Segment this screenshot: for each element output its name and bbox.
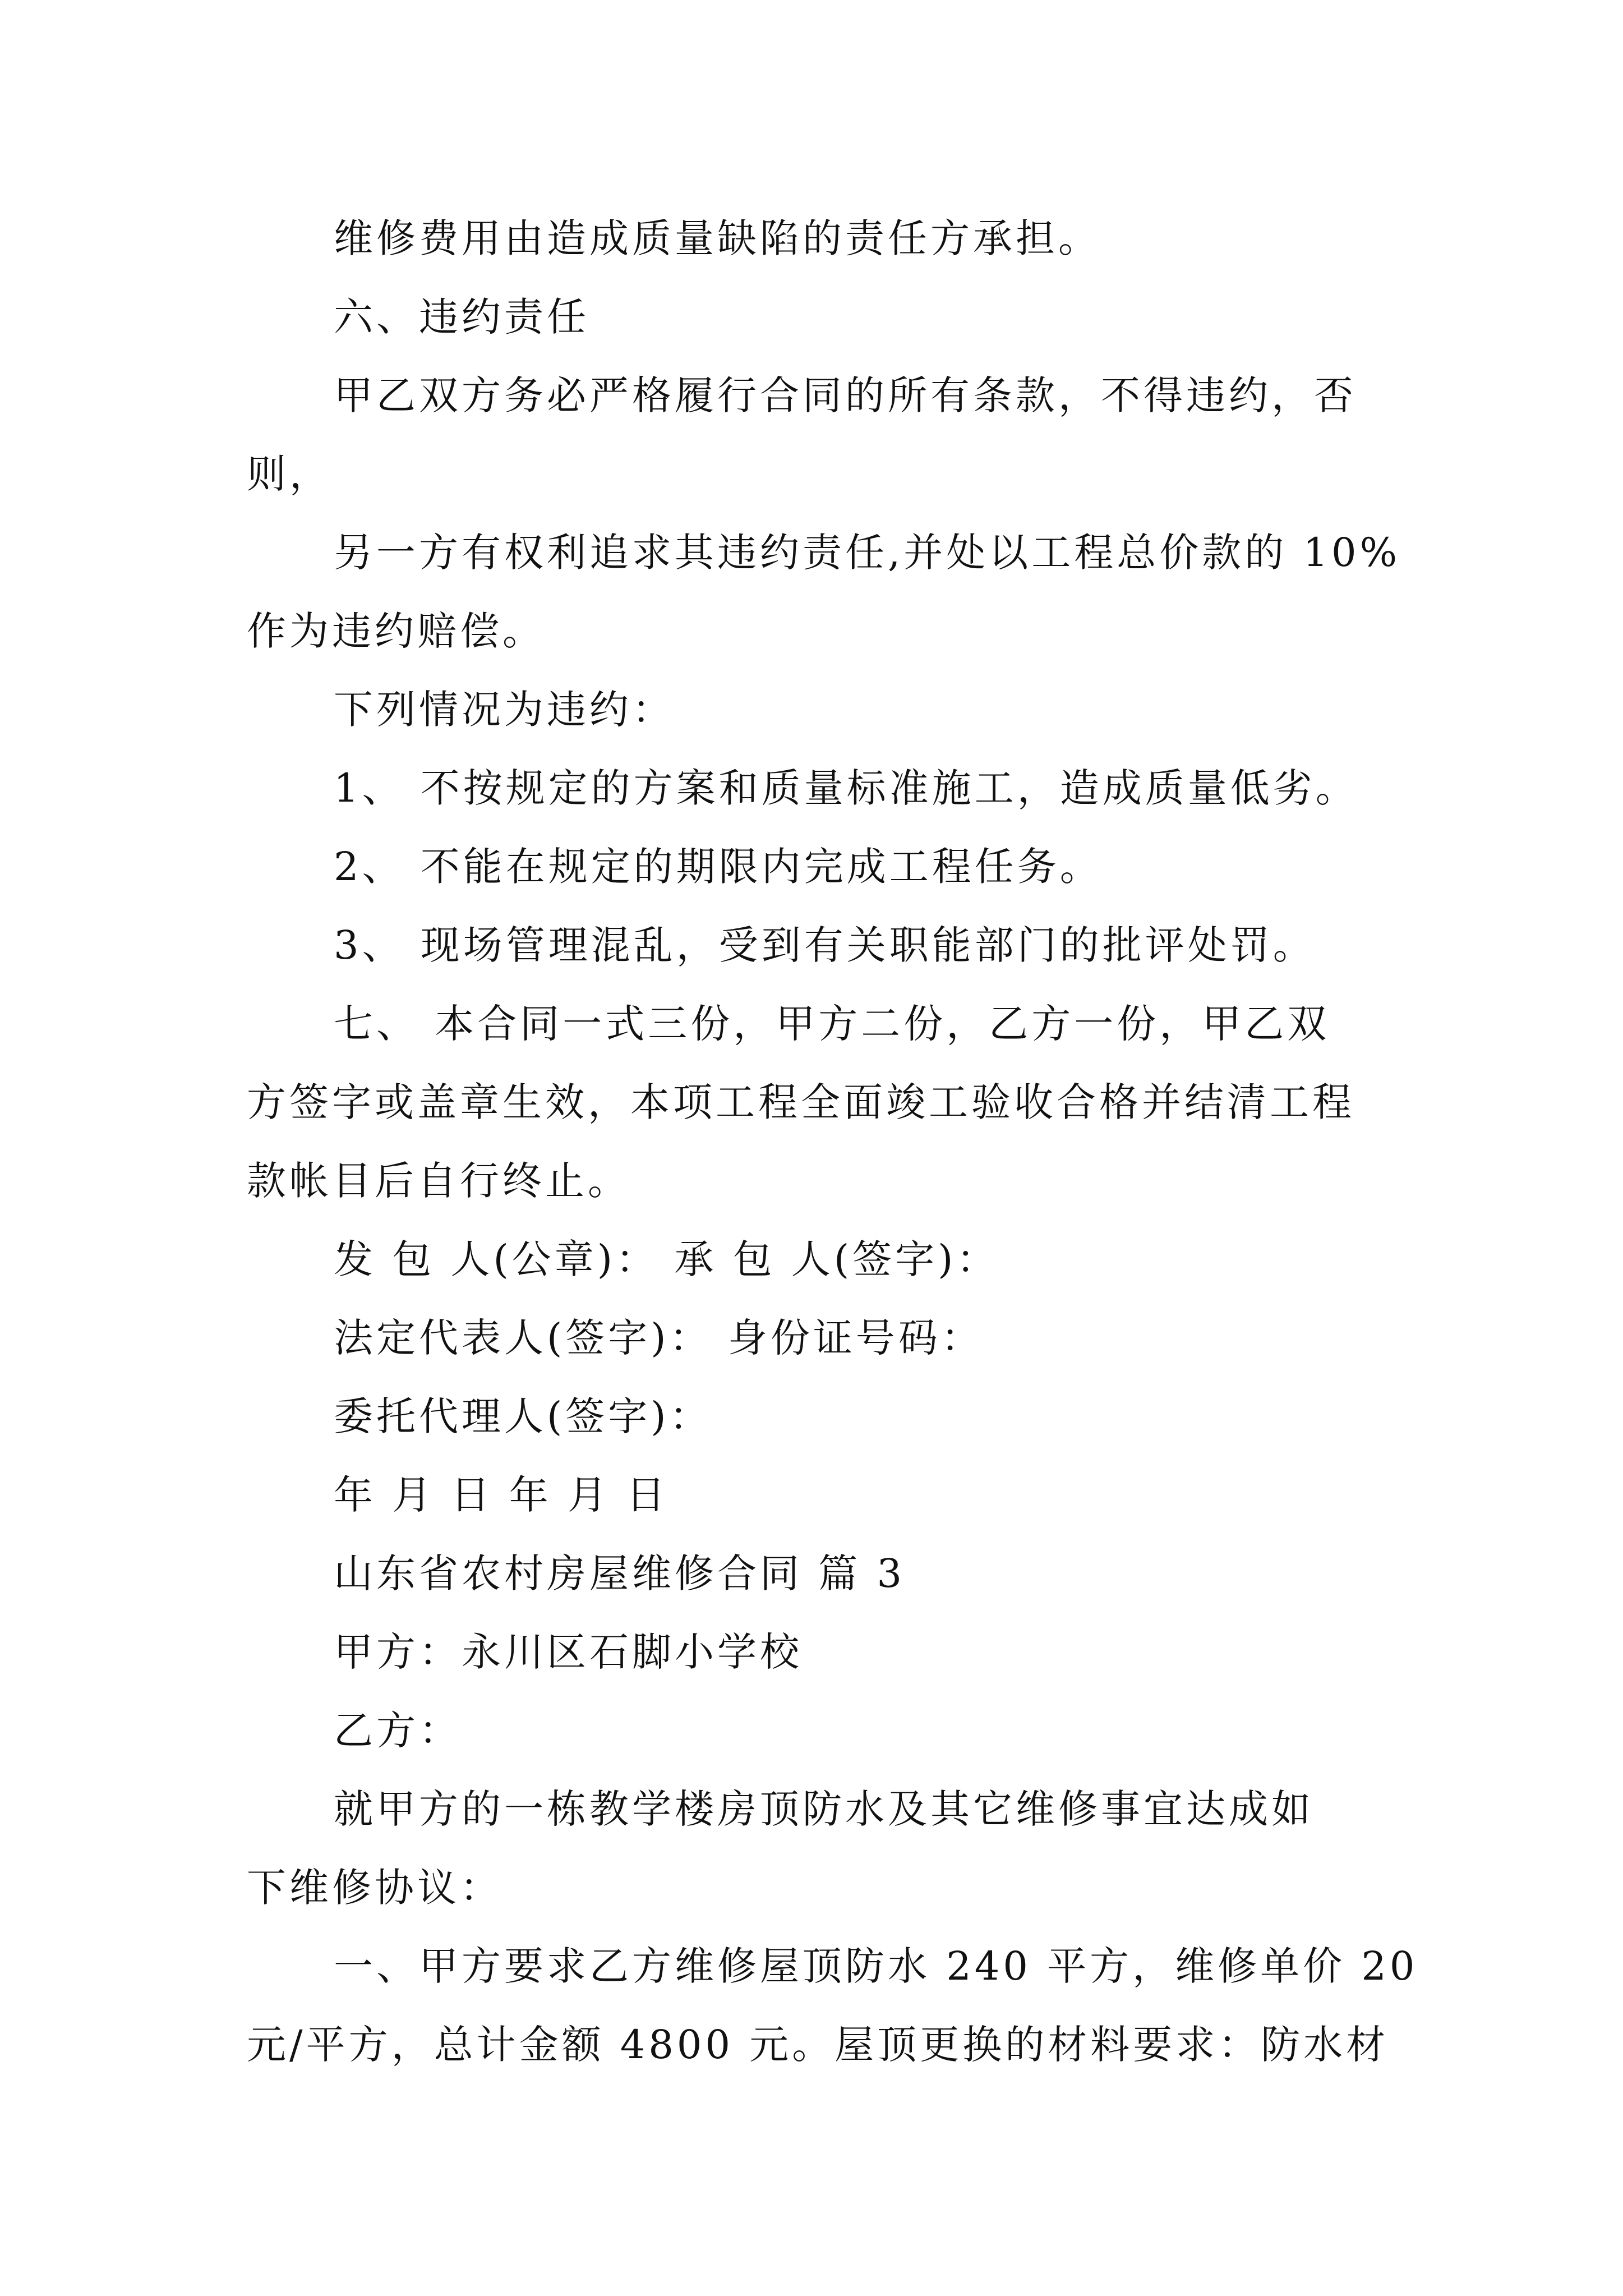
signature-line: 委托代理人(签字)： [334, 1393, 712, 1439]
date-line: 年 月 日 年 月 日 [334, 1472, 669, 1518]
signature-line: 法定代表人(签字)： 身份证号码： [334, 1315, 984, 1361]
text-line: 元/平方，总计金额 4800 元。屋顶更换的材料要求：防水材 [247, 2022, 1389, 2068]
party-a-line: 甲方：永川区石脚小学校 [334, 1629, 803, 1675]
text-line: 方签字或盖章生效，本项工程全面竣工验收合格并结清工程 [247, 1079, 1355, 1125]
text-line: 甲乙双方务必严格履行合同的所有条款，不得违约，否 [334, 372, 1357, 418]
section-heading: 七、 本合同一式三份，甲方二份，乙方一份，甲乙双 [334, 1001, 1330, 1047]
text-line: 则， [247, 451, 332, 497]
text-line: 下列情况为违约： [334, 687, 675, 733]
list-item: 3、 现场管理混乱，受到有关职能部门的批评处罚。 [334, 922, 1316, 968]
text-line: 一、甲方要求乙方维修屋顶防水 240 平方，维修单价 20 [334, 1943, 1418, 1989]
text-line: 另一方有权利追求其违约责任,并处以工程总价款的 10% [334, 530, 1401, 576]
text-line: 就甲方的一栋教学楼房顶防水及其它维修事宜达成如 [334, 1786, 1314, 1832]
text-line: 维修费用由造成质量缺陷的责任方承担。 [334, 215, 1101, 261]
document-title: 山东省农村房屋维修合同 篇 3 [334, 1550, 906, 1596]
signature-line: 发 包 人(公章)： 承 包 人(签字)： [334, 1236, 999, 1282]
party-b-line: 乙方： [334, 1708, 462, 1754]
list-item: 1、 不按规定的方案和质量标准施工，造成质量低劣。 [334, 765, 1358, 811]
list-item: 2、 不能在规定的期限内完成工程任务。 [334, 844, 1103, 890]
text-line: 下维修协议： [247, 1865, 502, 1911]
section-heading: 六、违约责任 [334, 294, 589, 340]
text-line: 作为违约赔偿。 [247, 608, 545, 654]
text-line: 款帐目后自行终止。 [247, 1158, 630, 1204]
